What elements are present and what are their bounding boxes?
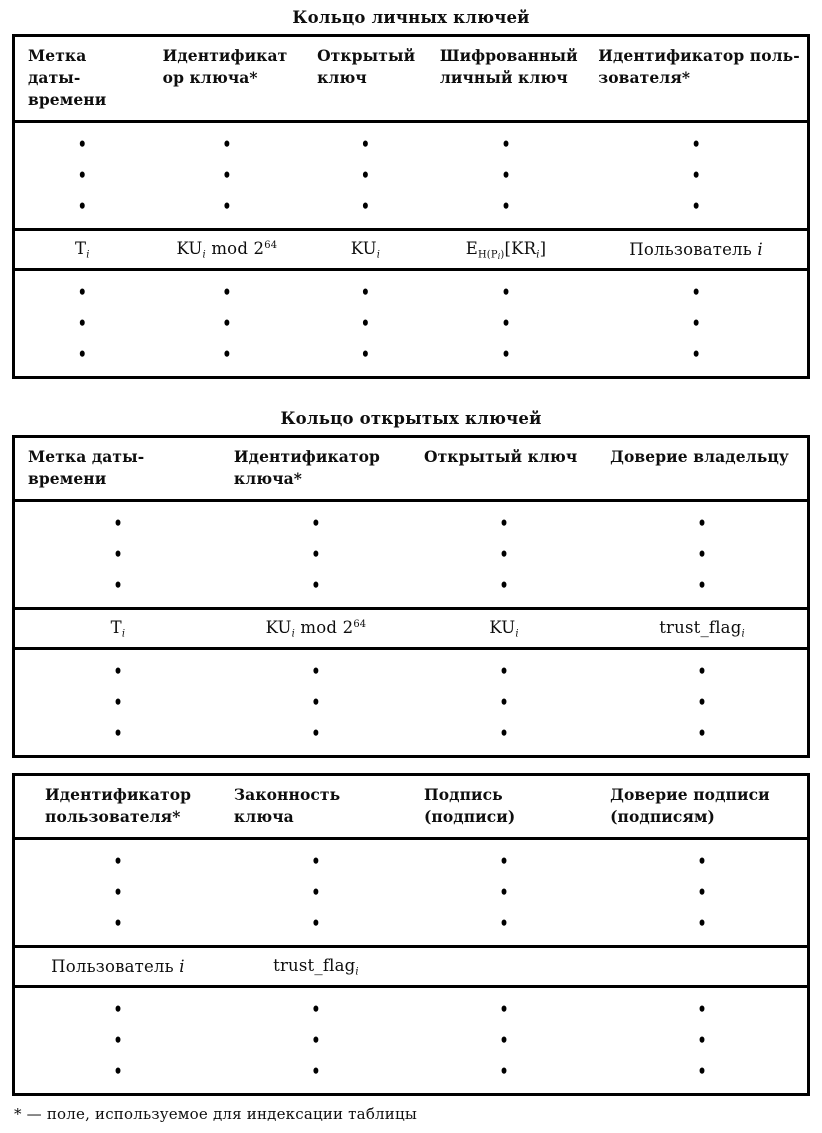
ellipsis-dot: • xyxy=(112,690,123,715)
ellipsis-dot: • xyxy=(112,1059,123,1084)
ellipsis-dot: • xyxy=(499,1059,510,1084)
column-header-public-key: Открытый ключ xyxy=(317,46,416,87)
ellipsis-dot: • xyxy=(360,194,371,219)
ellipsis-dot: • xyxy=(500,342,512,367)
column-header-key-id: Идентификатор ключа* xyxy=(233,447,380,488)
ellipsis-dot: • xyxy=(499,1028,510,1053)
ellipsis-dot: • xyxy=(697,659,708,684)
private-key-ring-title: Кольцо личных ключей xyxy=(292,8,530,27)
ellipsis-dot: • xyxy=(112,542,123,567)
ellipsis-dot: • xyxy=(77,311,88,336)
ellipsis-dot: • xyxy=(310,573,321,598)
ellipsis-dot: • xyxy=(697,573,708,598)
ellipsis-dot: • xyxy=(500,311,512,336)
ellipsis-dot: • xyxy=(691,280,702,305)
column-header-timestamp: Метка даты- времени xyxy=(28,46,107,109)
ellipsis-dot: • xyxy=(691,132,702,157)
ellipsis-rows xyxy=(15,837,807,945)
ellipsis-rows xyxy=(15,499,807,607)
ellipsis-dot: • xyxy=(112,659,123,684)
ellipsis-dot: • xyxy=(112,911,123,936)
ellipsis-dot: • xyxy=(77,163,88,188)
ellipsis-dot: • xyxy=(697,1028,708,1053)
ellipsis-dot: • xyxy=(697,511,708,536)
ellipsis-dot: • xyxy=(310,542,321,567)
column-header-user-id: Идентификатор поль- зователя* xyxy=(598,46,800,87)
ellipsis-dot: • xyxy=(221,163,232,188)
ellipsis-dot: • xyxy=(500,163,512,188)
ellipsis-rows xyxy=(15,120,807,228)
ellipsis-dot: • xyxy=(499,573,510,598)
column-header-public-key: Открытый ключ xyxy=(423,447,578,466)
signature-trust-table xyxy=(12,773,810,1096)
public-key-ring-table xyxy=(12,435,810,758)
private-key-ring-table xyxy=(12,34,810,379)
ellipsis-dot: • xyxy=(691,194,702,219)
ellipsis-dot: • xyxy=(499,721,510,746)
column-header-key-id: Идентификат ор ключа* xyxy=(162,46,288,87)
column-header-encrypted-private-key: Шифрованный личный ключ xyxy=(439,46,578,87)
signature-trust-header-row xyxy=(15,776,807,837)
ellipsis-dot: • xyxy=(77,342,88,367)
ellipsis-dot: • xyxy=(500,194,512,219)
ellipsis-dot: • xyxy=(691,311,702,336)
data-cell-public-key: $KU_i$ xyxy=(489,617,519,640)
ellipsis-dot: • xyxy=(697,849,708,874)
column-header-key-legitimacy: Законность ключа xyxy=(233,785,341,826)
ellipsis-dot: • xyxy=(499,997,510,1022)
ellipsis-dot: • xyxy=(112,721,123,746)
ellipsis-dot: • xyxy=(310,1028,321,1053)
ellipsis-dot: • xyxy=(221,311,232,336)
data-cell-encrypted-private-key: $E_{H(Pi)}[KR_i]$ xyxy=(465,238,547,261)
ellipsis-dot: • xyxy=(499,880,510,905)
ellipsis-dot: • xyxy=(112,880,123,905)
ellipsis-dot: • xyxy=(77,280,88,305)
private-key-ring-header-row xyxy=(15,37,807,120)
ellipsis-dot: • xyxy=(360,132,371,157)
ellipsis-dot: • xyxy=(499,849,510,874)
ellipsis-dot: • xyxy=(499,911,510,936)
data-cell-timestamp: $T_i$ xyxy=(110,617,126,640)
ellipsis-dot: • xyxy=(221,280,232,305)
ellipsis-dot: • xyxy=(360,311,371,336)
ellipsis-dot: • xyxy=(310,511,321,536)
data-cell-timestamp: $T_i$ xyxy=(75,238,90,261)
ellipsis-dot: • xyxy=(77,132,88,157)
ellipsis-dot: • xyxy=(112,849,123,874)
ellipsis-dot: • xyxy=(112,573,123,598)
data-cell-owner-trust: trust_flag$_i$ xyxy=(659,617,745,640)
ellipsis-dot: • xyxy=(499,659,510,684)
ellipsis-dot: • xyxy=(360,163,371,188)
ellipsis-dot: • xyxy=(221,132,232,157)
ellipsis-dot: • xyxy=(310,849,321,874)
ellipsis-dot: • xyxy=(500,132,512,157)
data-cell-user-id: Пользователь i xyxy=(629,240,763,259)
data-cell-user-id: Пользователь i xyxy=(51,957,185,976)
public-key-ring-title: Кольцо открытых ключей xyxy=(280,409,542,428)
data-cell-key-legitimacy: trust_flag$_i$ xyxy=(273,955,359,978)
ellipsis-dot: • xyxy=(697,1059,708,1084)
ellipsis-dot: • xyxy=(310,690,321,715)
ellipsis-dot: • xyxy=(697,911,708,936)
ellipsis-dot: • xyxy=(310,721,321,746)
ellipsis-dot: • xyxy=(499,542,510,567)
ellipsis-dot: • xyxy=(691,163,702,188)
column-header-user-id: Идентификатор пользователя* xyxy=(45,785,192,826)
ellipsis-dot: • xyxy=(697,690,708,715)
data-cell-public-key: $KU_i$ xyxy=(350,238,381,261)
ellipsis-dot: • xyxy=(112,997,123,1022)
ellipsis-dot: • xyxy=(310,1059,321,1084)
footnote: * — поле, используемое для индексации таблицы xyxy=(14,1105,417,1123)
ellipsis-dot: • xyxy=(697,721,708,746)
ellipsis-dot: • xyxy=(499,511,510,536)
ellipsis-dot: • xyxy=(360,342,371,367)
ellipsis-rows xyxy=(15,647,807,755)
ellipsis-dot: • xyxy=(697,880,708,905)
data-cell-key-id: $KU_i$ mod $2^{64}$ xyxy=(265,617,367,640)
ellipsis-dot: • xyxy=(360,280,371,305)
ellipsis-dot: • xyxy=(310,997,321,1022)
ellipsis-dot: • xyxy=(697,997,708,1022)
public-key-ring-header-row xyxy=(15,438,807,499)
ellipsis-dot: • xyxy=(500,280,512,305)
private-key-ring-data-row xyxy=(15,228,807,268)
column-header-timestamp: Метка даты-времени xyxy=(28,447,145,488)
ellipsis-dot: • xyxy=(691,342,702,367)
ellipsis-dot: • xyxy=(310,880,321,905)
ellipsis-dot: • xyxy=(112,1028,123,1053)
ellipsis-rows xyxy=(15,268,807,376)
column-header-signature-trust: Доверие подписи (подписям) xyxy=(610,785,770,826)
ellipsis-dot: • xyxy=(310,659,321,684)
ellipsis-dot: • xyxy=(221,342,232,367)
ellipsis-dot: • xyxy=(310,911,321,936)
data-cell-key-id: $KU_i$ mod $2^{64}$ xyxy=(176,238,278,261)
ellipsis-dot: • xyxy=(499,690,510,715)
ellipsis-dot: • xyxy=(221,194,232,219)
ellipsis-dot: • xyxy=(112,511,123,536)
signature-trust-data-row xyxy=(15,945,807,985)
column-header-signatures: Подпись (подписи) xyxy=(423,785,516,826)
ellipsis-dot: • xyxy=(697,542,708,567)
ellipsis-dot: • xyxy=(77,194,88,219)
public-key-ring-data-row xyxy=(15,607,807,647)
column-header-owner-trust: Доверие владельцу xyxy=(610,447,789,466)
